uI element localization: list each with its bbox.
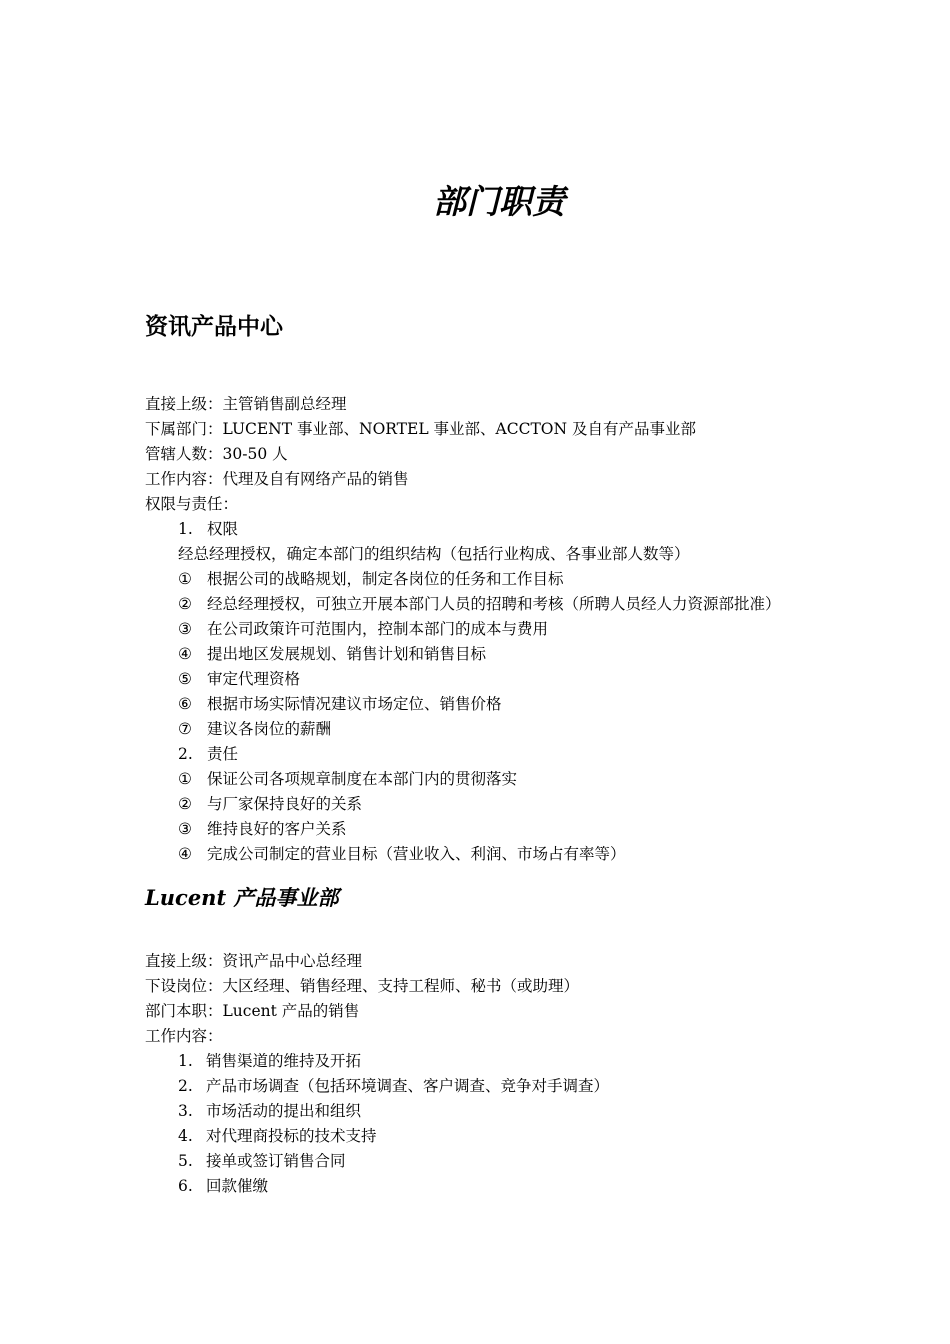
list-marker: ③: [178, 620, 192, 638]
list-item-text: 根据市场实际情况建议市场定位、销售价格: [207, 695, 502, 713]
list-marker: ③: [178, 820, 192, 838]
list-item: [145, 1049, 609, 1074]
list-item: [145, 1074, 609, 1099]
list-item-text: 市场活动的提出和组织: [206, 1102, 362, 1120]
authority-heading: [145, 517, 781, 542]
authority-intro: 经总经理授权，确定本部门的组织结构（包括行业构成、各事业部人数等）: [178, 545, 690, 563]
list-item: [145, 567, 781, 592]
list-item-text: 产品市场调查（包括环境调查、客户调查、竞争对手调查）: [206, 1077, 610, 1095]
list-item: [145, 592, 781, 617]
list-item-text: 根据公司的战略规划，制定各岗位的任务和工作目标: [207, 570, 564, 588]
list-number: 2.: [178, 1077, 193, 1095]
list-item-text: 经总经理授权，可独立开展本部门人员的招聘和考核（所聘人员经人力资源部批准）: [207, 595, 781, 613]
list-item: [145, 667, 781, 692]
list-item-text: 维持良好的客户关系: [207, 820, 347, 838]
department-duty: 部门本职：Lucent 产品的销售: [145, 1002, 360, 1020]
list-item: [145, 767, 781, 792]
list-marker: ⑥: [178, 695, 192, 713]
rights-responsibilities-label: 权限与责任：: [145, 495, 239, 513]
list-item: [145, 817, 781, 842]
section-heading-lucent: Lucent 产品事业部: [145, 885, 339, 910]
list-number: 1.: [178, 1052, 193, 1070]
list-marker: ⑤: [178, 670, 192, 688]
list-item-text: 回款催缴: [206, 1177, 269, 1195]
list-number: 1.: [178, 520, 193, 538]
list-item: [145, 1149, 609, 1174]
list-number: 4.: [178, 1127, 193, 1145]
section-lucent-body: [145, 949, 609, 1199]
list-item-text: 完成公司制定的营业目标（营业收入、利润、市场占有率等）: [207, 845, 626, 863]
list-item: [145, 1174, 609, 1199]
direct-superior: 直接上级：主管销售副总经理: [145, 395, 347, 413]
list-label: 权限: [207, 520, 239, 538]
list-item: [145, 717, 781, 742]
list-item-text: 接单或签订销售合同: [206, 1152, 346, 1170]
list-number: 5.: [178, 1152, 193, 1170]
list-marker: ①: [178, 570, 192, 588]
list-item-text: 对代理商投标的技术支持: [206, 1127, 377, 1145]
list-marker: ①: [178, 770, 192, 788]
list-item-text: 提出地区发展规划、销售计划和销售目标: [207, 645, 487, 663]
list-marker: ②: [178, 795, 192, 813]
list-item-text: 与厂家保持良好的关系: [207, 795, 363, 813]
list-item: [145, 792, 781, 817]
list-item: [145, 842, 781, 867]
responsibility-heading: [145, 742, 781, 767]
list-item-text: 销售渠道的维持及开拓: [206, 1052, 362, 1070]
list-item-text: 审定代理资格: [207, 670, 301, 688]
list-item: [145, 1099, 609, 1124]
work-content: 工作内容：代理及自有网络产品的销售: [145, 470, 409, 488]
list-number: 2.: [178, 745, 193, 763]
list-marker: ②: [178, 595, 192, 613]
work-content-label: 工作内容：: [145, 1027, 223, 1045]
list-item: [145, 642, 781, 667]
list-marker: ④: [178, 645, 192, 663]
list-item-text: 在公司政策许可范围内，控制本部门的成本与费用: [207, 620, 549, 638]
list-item: [145, 692, 781, 717]
positions: 下设岗位：大区经理、销售经理、支持工程师、秘书（或助理）: [145, 977, 580, 995]
list-marker: ⑦: [178, 720, 192, 738]
section-info-products-body: [145, 392, 781, 867]
list-number: 3.: [178, 1102, 193, 1120]
list-label: 责任: [207, 745, 239, 763]
list-number: 6.: [178, 1177, 193, 1195]
list-item-text: 建议各岗位的薪酬: [207, 720, 332, 738]
section-heading-info-products: 资讯产品中心: [145, 314, 283, 340]
direct-superior: 直接上级：资讯产品中心总经理: [145, 952, 363, 970]
list-marker: ④: [178, 845, 192, 863]
subordinate-departments: 下属部门：LUCENT 事业部、NORTEL 事业部、ACCTON 及自有产品事业部: [145, 420, 697, 438]
list-item: [145, 1124, 609, 1149]
page-title: 部门职责: [433, 182, 565, 221]
headcount: 管辖人数：30-50 人: [145, 445, 288, 463]
list-item: [145, 617, 781, 642]
list-item-text: 保证公司各项规章制度在本部门内的贯彻落实: [207, 770, 518, 788]
